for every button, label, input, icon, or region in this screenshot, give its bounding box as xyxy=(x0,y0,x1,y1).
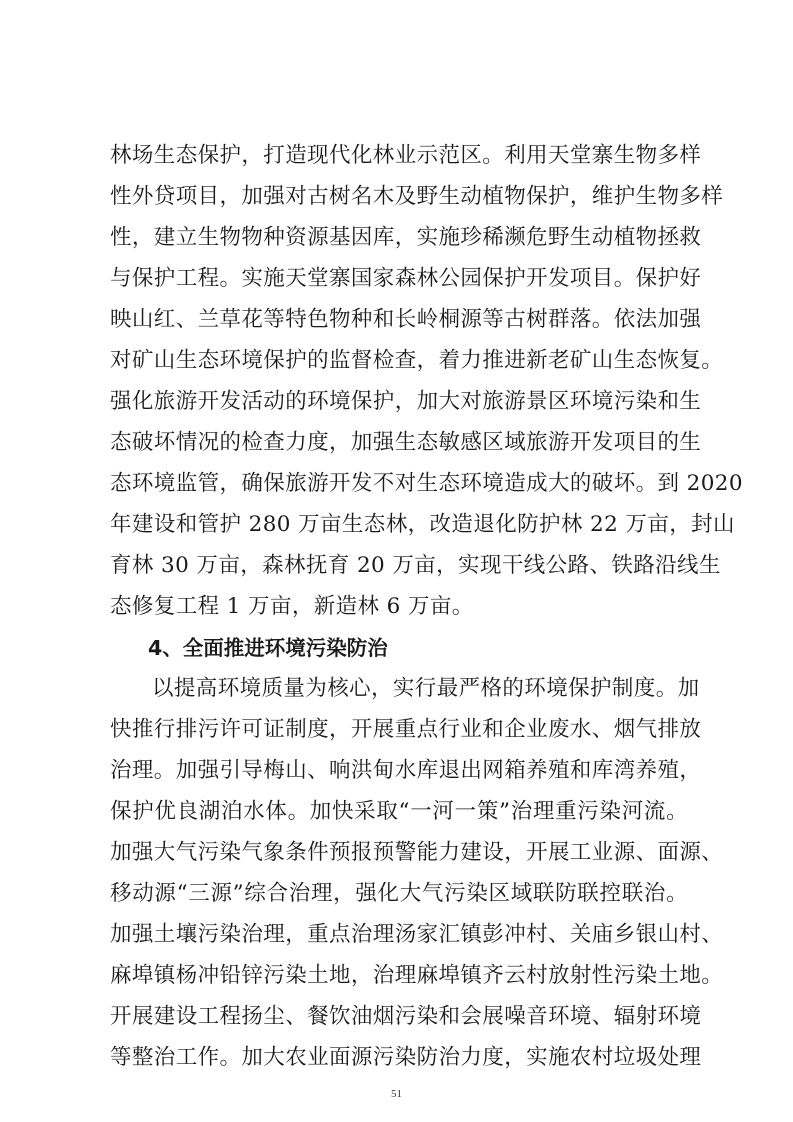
paragraph-line: 态破坏情况的检查力度，加强生态敏感区域旅游开发项目的生 xyxy=(110,430,702,455)
paragraph-line: 与保护工程。实施天堂寨国家森林公园保护开发项目。保护好 xyxy=(110,266,702,291)
paragraph-line: 年建设和管护 280 万亩生态林，改造退化防护林 22 万亩，封山 xyxy=(110,512,735,537)
paragraph-line: 移动源“三源”综合治理，强化大气污染区域联防联控联治。 xyxy=(110,881,688,906)
paragraph-line: 保护优良湖泊水体。加快采取“一河一策”治理重污染河流。 xyxy=(110,799,688,824)
paragraph-line: 性，建立生物物种资源基因库，实施珍稀濒危野生动植物拯救 xyxy=(110,225,702,250)
paragraph-line: 麻埠镇杨冲铅锌污染土地，治理麻埠镇齐云村放射性污染土地。 xyxy=(110,963,724,988)
paragraph-line: 映山红、兰草花等特色物种和长岭桐源等古树群落。依法加强 xyxy=(110,307,702,332)
paragraph-line: 治理。加强引导梅山、响洪甸水库退出网箱养殖和库湾养殖， xyxy=(110,758,702,783)
paragraph-line: 性外贷项目，加强对古树名木及野生动植物保护，维护生物多样 xyxy=(110,184,724,209)
paragraph-line: 态修复工程 1 万亩，新造林 6 万亩。 xyxy=(110,594,474,619)
paragraph-line: 等整治工作。加大农业面源污染防治力度，实施农村垃圾处理 xyxy=(110,1045,702,1070)
paragraph-line: 对矿山生态环境保护的监督检查，着力推进新老矿山生态恢复。 xyxy=(110,348,724,373)
section-heading: 4、全面推进环境污染防治 xyxy=(148,636,388,660)
paragraph-line: 林场生态保护，打造现代化林业示范区。利用天堂寨生物多样 xyxy=(110,143,702,168)
paragraph-line: 快推行排污许可证制度，开展重点行业和企业废水、烟气排放 xyxy=(110,717,702,742)
paragraph-line: 育林 30 万亩，森林抚育 20 万亩，实现干线公路、铁路沿线生 xyxy=(110,553,721,578)
paragraph-line: 态环境监管，确保旅游开发不对生态环境造成大的破坏。到 2020 xyxy=(110,471,743,496)
paragraph-line: 加强土壤污染治理，重点治理汤家汇镇彭冲村、关庙乡银山村、 xyxy=(110,922,724,947)
page-number: 51 xyxy=(391,1088,402,1100)
paragraph-line: 以提高环境质量为核心，实行最严格的环境保护制度。加 xyxy=(152,676,700,701)
paragraph-line: 加强大气污染气象条件预报预警能力建设，开展工业源、面源、 xyxy=(110,840,724,865)
paragraph-line: 开展建设工程扬尘、餐饮油烟污染和会展噪音环境、辐射环境 xyxy=(110,1004,702,1029)
paragraph-line: 强化旅游开发活动的环境保护，加大对旅游景区环境污染和生 xyxy=(110,389,702,414)
